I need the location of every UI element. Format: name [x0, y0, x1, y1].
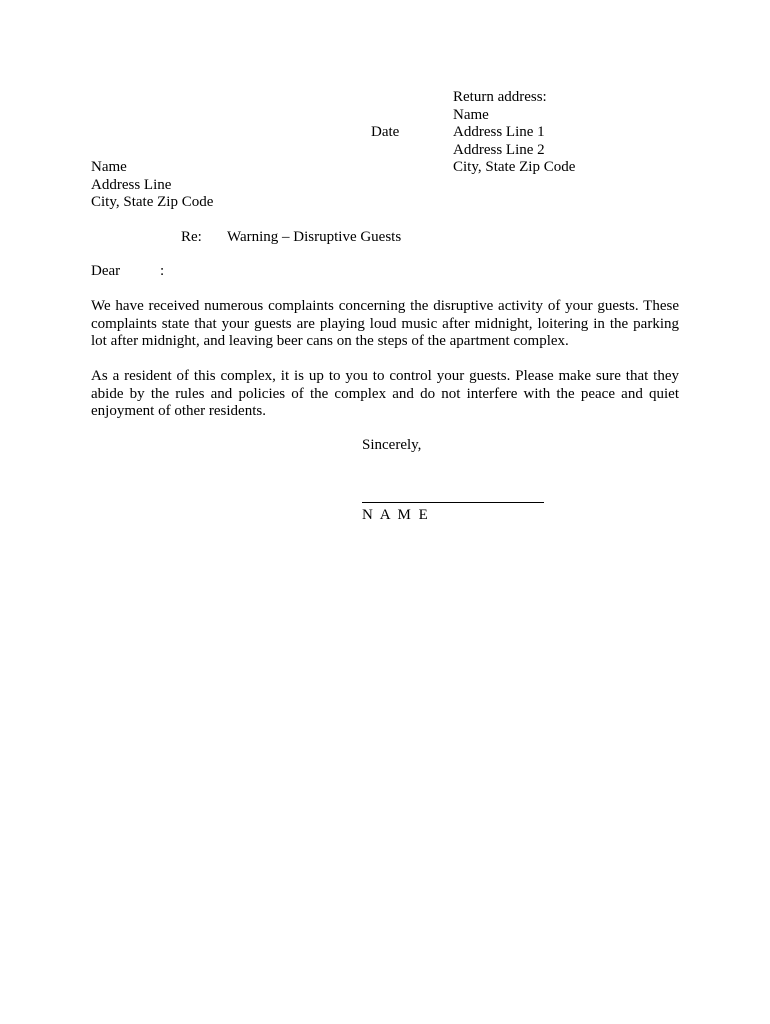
closing: Sincerely, [362, 437, 422, 453]
subject-text: Warning – Disruptive Guests [227, 229, 402, 245]
signature-name: N A M E [362, 507, 430, 523]
return-address-name: Name [453, 106, 489, 123]
return-address-label: Return address: [453, 89, 547, 105]
salutation-word: Dear [91, 263, 121, 279]
salutation-colon: : [160, 263, 165, 279]
subject-label: Re: [181, 229, 202, 245]
recipient-address-line: Address Line [91, 176, 172, 193]
recipient-city-state-zip: City, State Zip Code [91, 194, 214, 210]
body-paragraph-2: As a resident of this complex, it is up to you to control your guests. Please make sure that they abide by the rules and policies of the complex and do not interfere with the peace and quiet enjoyment of other residents. [91, 368, 679, 419]
signature-line [362, 502, 544, 503]
recipient-name: Name [91, 159, 127, 175]
recipient-address-block [91, 159, 213, 212]
return-address-line1: Address Line 1 [453, 124, 545, 140]
return-address-line2: Address Line 2 [453, 141, 545, 158]
salutation [91, 263, 165, 281]
body-paragraph-1: We have received numerous complaints concerning the disruptive activity of your guests. These complaints state that your guests are playing loud music after midnight, loitering in the parking lot after midnight, and leaving beer cans on the steps of the apartment complex. [91, 298, 679, 349]
return-address-city-state-zip: City, State Zip Code [453, 159, 576, 175]
return-address-block [453, 89, 575, 177]
letter-date: Date [371, 124, 400, 140]
